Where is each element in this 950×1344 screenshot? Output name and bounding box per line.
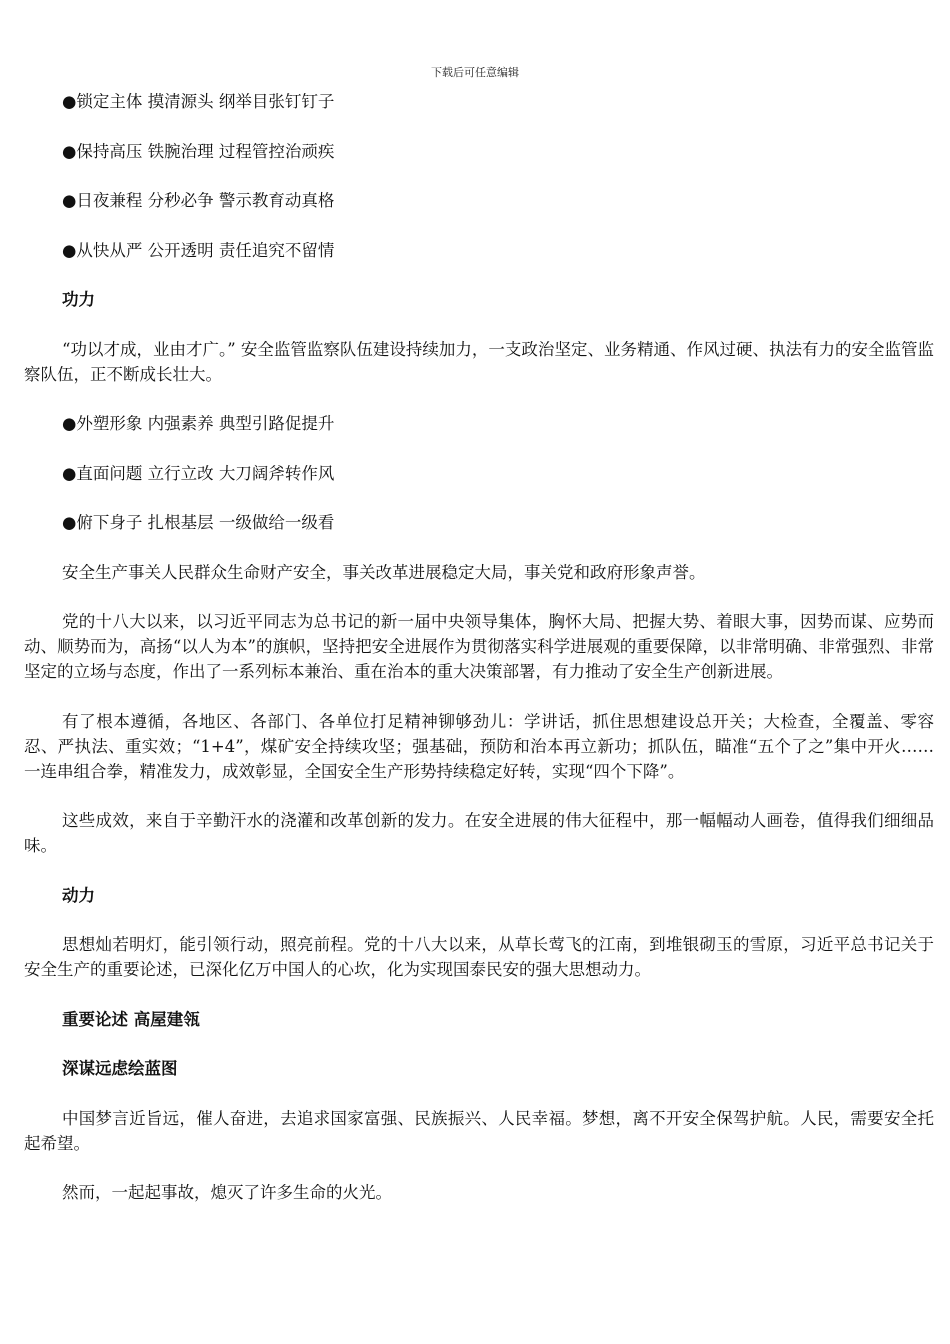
bullet-line: ●外塑形象 内强素养 典型引路促提升 bbox=[62, 414, 335, 433]
bullet-line: ●直面问题 立行立改 大刀阔斧转作风 bbox=[62, 463, 335, 483]
body-paragraph: 然而，一起起事故，熄灭了许多生命的火光。 bbox=[62, 1183, 392, 1202]
bullet-line: ●从快从严 公开透明 责任追究不留情 bbox=[62, 240, 335, 260]
section-heading: 深谋远虑绘蓝图 bbox=[62, 1059, 178, 1078]
section-heading: 重要论述 高屋建瓴 bbox=[62, 1009, 200, 1029]
page-header-note: 下载后可任意编辑 bbox=[431, 66, 519, 79]
body-paragraph: 中国梦言近旨远，催人奋进，去追求国家富强、民族振兴、人民幸福。梦想，离不开安全保驾护航。人民，需要安全托起希望。 bbox=[24, 1108, 934, 1153]
body-paragraph: 安全生产事关人民群众生命财产安全，事关改革进展稳定大局，事关党和政府形象声誉。 bbox=[62, 562, 706, 582]
body-paragraph: 有了根本遵循，各地区、各部门、各单位打足精神铆够劲儿：学讲话，抓住思想建设总开关；大检查，全覆盖、零容忍、严执法、重实效；“1+4”，煤矿安全持续攻坚；强基础，预防和治本再立新功；抓队伍，瞄准“五个了之”集中开火……一连串组合拳，精准发力，成效彰显，全国安全生产形势持续稳定好转，实现“四个下降”。 bbox=[24, 711, 934, 781]
body-paragraph: 党的十八大以来，以习近平同志为总书记的新一届中央领导集体，胸怀大局、把握大势、着眼大事，因势而谋、应势而动、顺势而为，高扬“以人为本”的旗帜，坚持把安全进展作为贯彻落实科学进展观的重要保障，以非常明确、非常强烈、非常坚定的立场与态度，作出了一系列标本兼治、重在治本的重大决策部署，有力推动了安全生产创新进展。 bbox=[24, 612, 934, 681]
bullet-line: ●俯下身子 扎根基层 一级做给一级看 bbox=[62, 513, 335, 532]
bullet-line: ●保持高压 铁腕治理 过程管控治顽疾 bbox=[62, 141, 335, 161]
body-paragraph: “功以才成，业由才广。” 安全监管监察队伍建设持续加力，一支政治坚定、业务精通、作风过硬、执法有力的安全监管监察队伍，正不断成长壮大。 bbox=[24, 339, 934, 384]
bullet-line: ●日夜兼程 分秒必争 警示教育动真格 bbox=[62, 191, 335, 210]
section-heading: 功力 bbox=[62, 290, 95, 309]
body-paragraph: 思想灿若明灯，能引领行动，照亮前程。党的十八大以来，从草长莺飞的江南，到堆银砌玉的雪原，习近平总书记关于安全生产的重要论述，已深化亿万中国人的心坎，化为实现国泰民安的强大思想动力。 bbox=[24, 935, 934, 979]
section-heading: 动力 bbox=[62, 885, 95, 905]
bullet-line: ●锁定主体 摸清源头 纲举目张钉钉子 bbox=[62, 92, 335, 111]
document-body bbox=[24, 89, 934, 1205]
body-paragraph: 这些成效，来自于辛勤汗水的浇灌和改革创新的发力。在安全进展的伟大征程中，那一幅幅动人画卷，值得我们细细品味。 bbox=[24, 811, 934, 855]
